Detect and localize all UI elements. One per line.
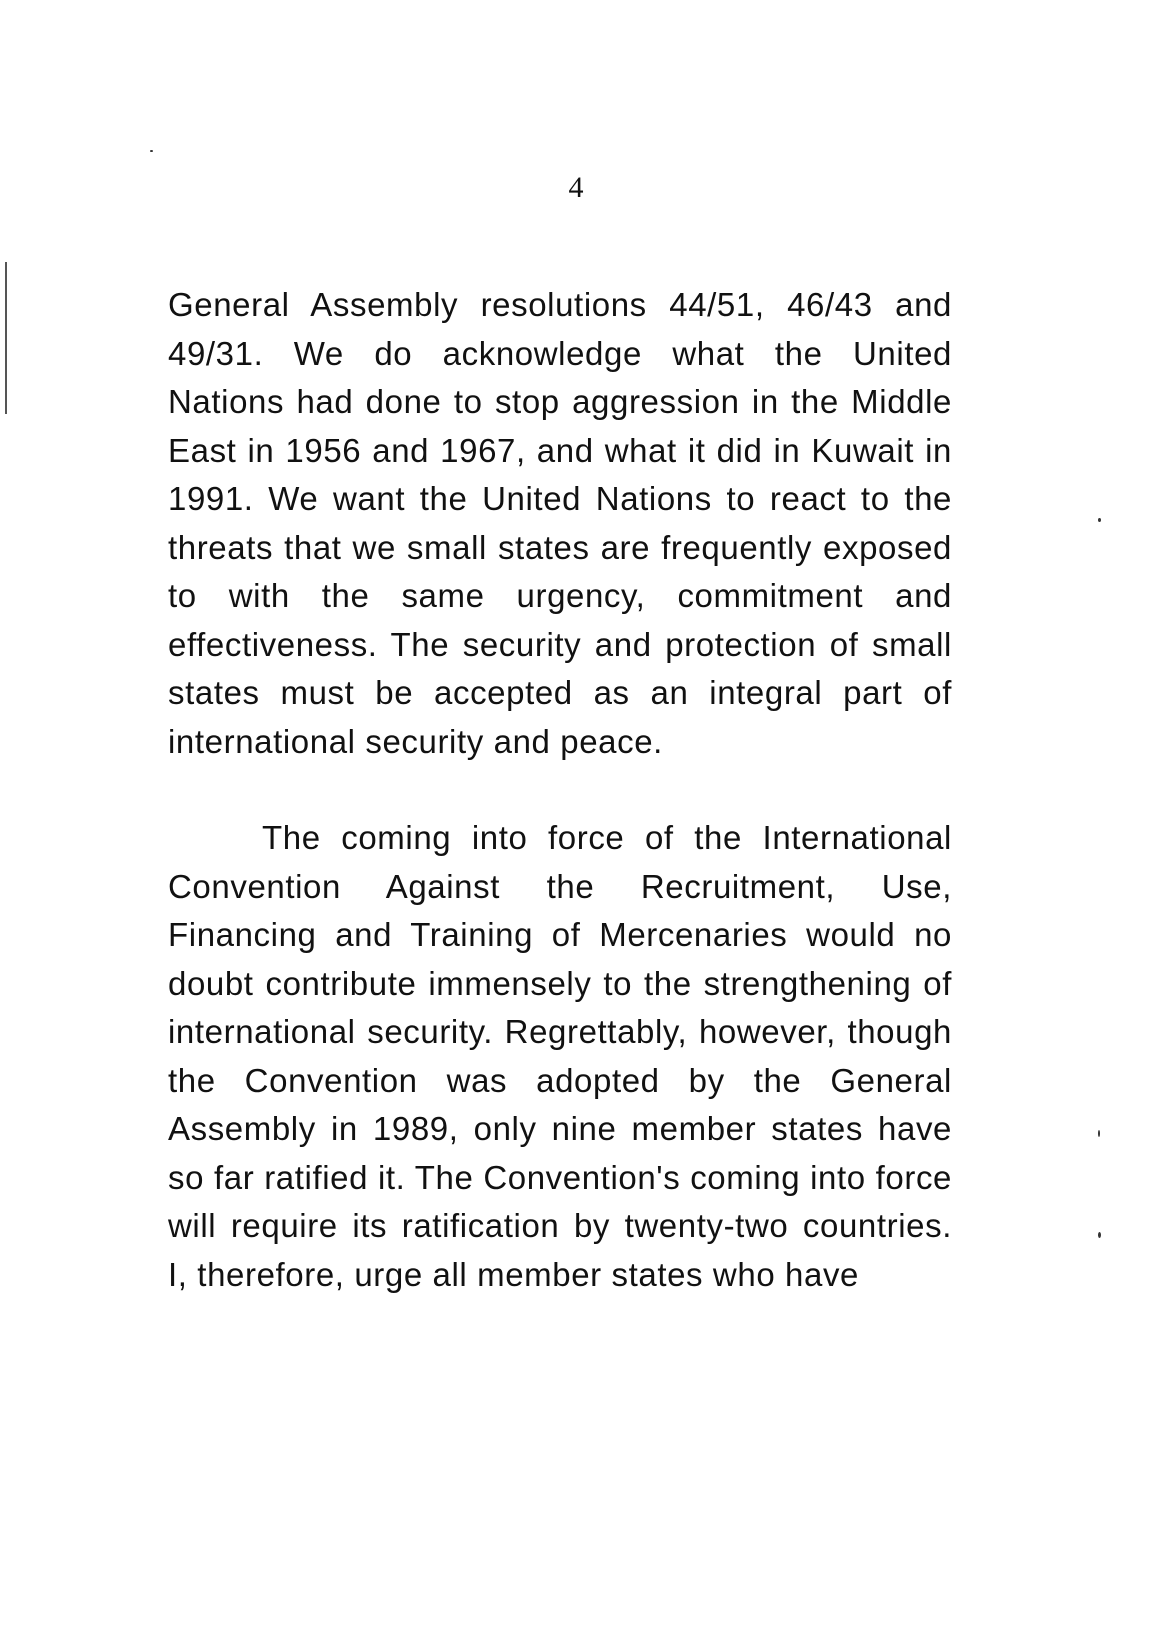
scan-speck <box>1098 1232 1101 1238</box>
scan-speck <box>1098 1130 1100 1137</box>
paragraph-mercenaries-convention: The coming into force of the International Convention Against the Recruitment, Use, Financing and Training of Mercenaries would no doubt contribute immensely to the strengthening of international security. Regrettably, however, though the Convention was adopted by the General Assembly in 1989, only nine member states have so far ratified it. The Convention's coming into force will require its ratification by twenty-two countries. I, therefore, urge all member states who have <box>168 819 952 1293</box>
scan-margin-line <box>5 262 7 414</box>
scan-speck <box>1098 518 1101 522</box>
page-number: 4 <box>568 171 584 204</box>
body-text <box>168 281 952 1299</box>
scan-speck <box>150 150 153 152</box>
paragraph-resolutions: General Assembly resolutions 44/51, 46/43 and 49/31. We do acknowledge what the United Nations had done to stop aggression in the Middle East in 1956 and 1967, and what it did in Kuwait in 1991. We want the United Nations to react to the threats that we small states are frequently exposed to with the same urgency, commitment and effectiveness. The security and protection of small states must be accepted as an integral part of international security and peace. <box>168 286 952 760</box>
